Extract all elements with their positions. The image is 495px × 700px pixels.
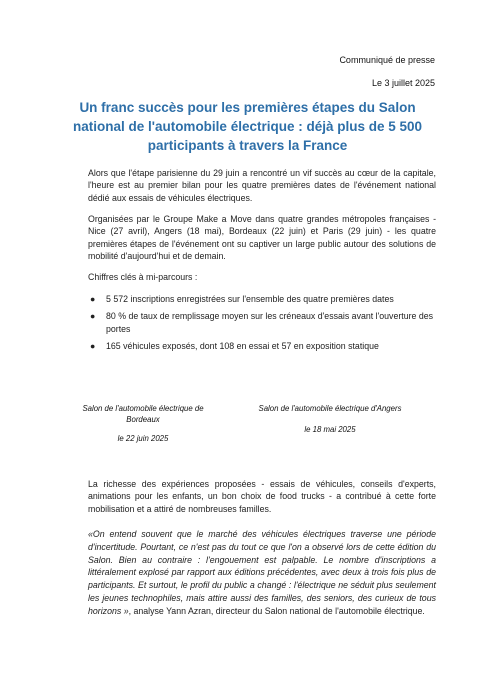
bullet-icon: ● xyxy=(90,341,96,352)
list-item xyxy=(88,340,436,352)
page-title: Un franc succès pour les premières étapes du Salon national de l'automobile électrique : déjà plus de 5 500 participants à travers la France xyxy=(72,100,423,153)
organisation-paragraph: Organisées par le Groupe Make a Move dans quatre grandes métropoles françaises - Nice (27 avril), Angers (18 mai), Bordeaux (22 juin) et Paris (29 juin) - les quatre premières étapes de l'événement ont su captiver un large public autour des solutions de mobilité d'aujourd'hui et de demain. xyxy=(88,214,436,262)
key-figures-list xyxy=(88,293,436,358)
quote-paragraph xyxy=(88,528,436,618)
list-item xyxy=(88,293,436,305)
quote-text: «On entend souvent que le marché des véhicules électriques traverse une période d'incertitude. Pourtant, ce n'est pas du tout ce que l'on a observé lors de cette édition du Salon. Bien au contraire : l'engouement est palpable. Le nombre d'inscriptions a littéralement explosé par rapport aux éditions précédentes, avec deux à trois fois plus de participants. Et surtout, le profil du public a changé : l'électrique ne séduit plus seulement les jeunes technophiles, mais attire aussi des familles, des seniors, des curieux de tous horizons » xyxy=(88,529,436,616)
list-item-text: 80 % de taux de remplissage moyen sur les créneaux d'essais avant l'ouverture des portes xyxy=(106,311,434,334)
bullet-icon: ● xyxy=(90,294,96,304)
document-date: Le 3 juillet 2025 xyxy=(371,78,435,88)
document-type: Communiqué de presse xyxy=(339,55,435,65)
bordeaux-caption-title: Salon de l'automobile électrique de Bordeaux xyxy=(82,404,204,424)
list-item-text: 5 572 inscriptions enregistrées sur l'ensemble des quatre premières dates xyxy=(106,294,394,304)
quote-attribution: , analyse Yann Azran, directeur du Salon national de l'automobile électrique. xyxy=(128,605,425,616)
angers-caption-date: le 18 mai 2025 xyxy=(304,425,356,434)
angers-caption-title: Salon de l'automobile électrique d'Angers xyxy=(258,404,402,413)
bullet-icon: ● xyxy=(90,311,96,322)
bordeaux-caption-date: le 22 juin 2025 xyxy=(117,434,169,443)
intro-paragraph: Alors que l'étape parisienne du 29 juin a rencontré un vif succès au cœur de la capitale, l'heure est au premier bilan pour les quatre premières dates de l'événement national dédié aux essais de véhicules électriques. xyxy=(88,168,436,203)
key-figures-heading: Chiffres clés à mi-parcours : xyxy=(88,272,198,282)
list-item-text: 165 véhicules exposés, dont 108 en essai et 57 en exposition statique xyxy=(106,341,379,352)
list-item xyxy=(88,310,436,335)
richesse-paragraph: La richesse des expériences proposées - essais de véhicules, conseils d'experts, animations pour les enfants, un bon choix de food trucks - a contribué à cette forte mobilisation et a attiré de nombreuses familles. xyxy=(88,479,436,514)
